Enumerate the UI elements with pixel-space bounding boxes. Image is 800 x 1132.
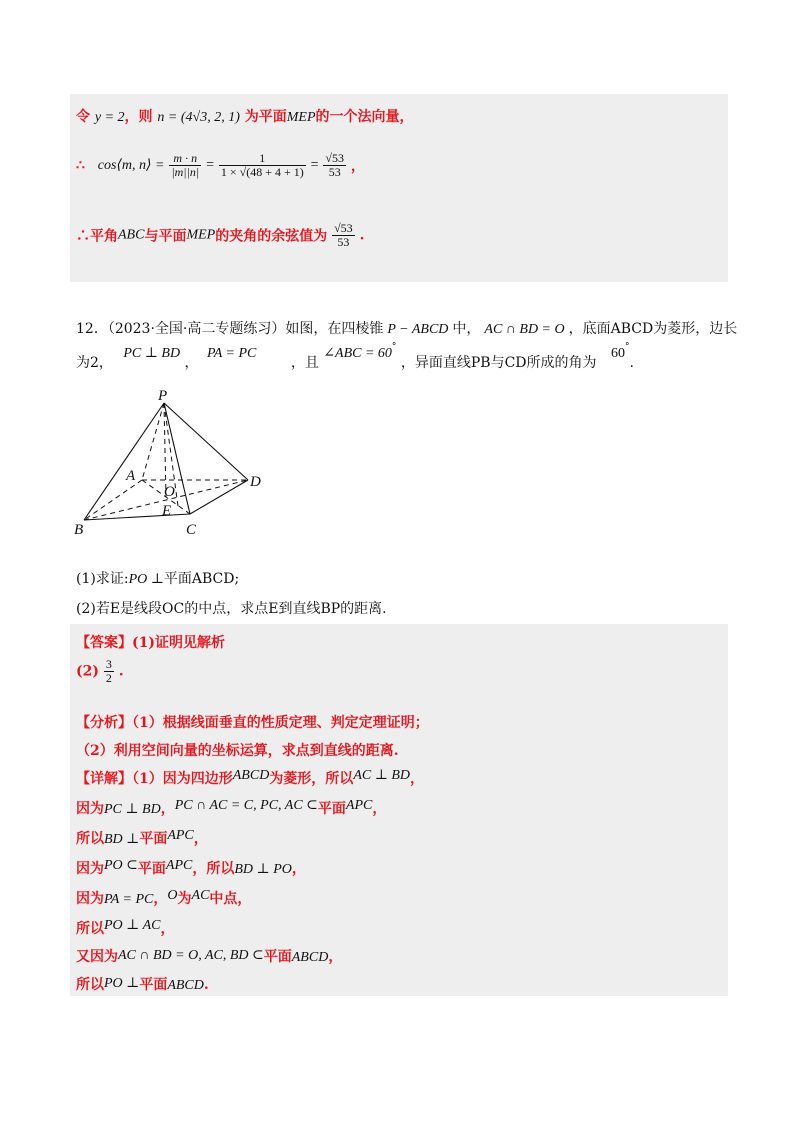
- edge-CD: [190, 480, 248, 514]
- detail-line-8: 所以PO ⊥平面ABCD.: [76, 976, 209, 993]
- fraction-result: $\frac{√53}{53}$: [334, 221, 353, 250]
- sol-line-cosine: ∴ cos⟨m, n⟩ = $\frac{m \cdot n}{|m||n|}$ = $\frac{1}{1 \times √(48 + 4 + 1)}$ = $\frac{√53}{53}$ ，: [76, 151, 365, 180]
- analysis-line-1: 【分析】（1）根据线面垂直的性质定理、判定定理证明；: [76, 715, 429, 731]
- edge-PO: [164, 403, 166, 497]
- label-P: P: [158, 388, 168, 404]
- detail-line-7: 又因为AC ∩ BD = O, AC, BD ⊂平面ABCD，: [76, 948, 343, 965]
- edge-PA: [142, 403, 164, 480]
- question-2: (2)若E是线段OC的中点，求点E到直线BP的距离.: [76, 601, 387, 617]
- detail-line-6: 所以PO ⊥ AC，: [76, 918, 175, 937]
- sol-line-normal-vector: 令 y = 2，则 n = (4√3, 2, 1) 为平面MEP的一个法向量，: [76, 109, 414, 125]
- detail-line-2: 因为PC ⊥ BD，PC ∩ AC = C, PC, AC ⊂平面APC，: [76, 798, 387, 817]
- label-O: O: [164, 484, 175, 500]
- pyramid-figure: [66, 388, 286, 548]
- question-1: (1)求证:PO ⊥平面ABCD;: [76, 571, 240, 587]
- label-A: A: [126, 468, 136, 484]
- sol-line-result: ∴平角ABC与平面MEP的夹角的余弦值为 $\frac{√53}{53}$ .: [76, 221, 365, 250]
- answer-part-2: (2) $\frac{3}{2}$ .: [76, 657, 124, 686]
- fraction-root53: $\frac{√53}{53}$: [325, 151, 344, 180]
- edge-AB: [84, 480, 142, 520]
- problem-line-1: 12．（2023·全国·高二专题练习）如图，在四棱锥 P − ABCD 中， AC ∩ BD = O ，底面ABCD为菱形，边长: [76, 321, 738, 337]
- problem-line-2: 为2， PC ⊥ BD ， PA = PC ，且 ∠ABC = 60° ，异面直线PB与CD所成的角为 60°.: [76, 342, 634, 371]
- label-D: D: [250, 474, 261, 490]
- detail-line-5: 因为PA = PC，O为AC中点，: [76, 888, 252, 907]
- label-E: E: [162, 503, 172, 519]
- label-C: C: [186, 522, 197, 538]
- fraction-three-halves: $\frac{3}{2}$: [105, 657, 112, 686]
- edge-PD: [164, 403, 248, 480]
- edge-BC: [84, 514, 190, 520]
- fraction-m-n: $\frac{m \cdot n}{|m||n|}$: [171, 151, 200, 180]
- detail-line-3: 所以BD ⊥平面APC，: [76, 828, 208, 847]
- detail-line-4: 因为PO ⊂平面APC，所以BD ⊥ PO，: [76, 858, 306, 877]
- edge-PB: [84, 403, 164, 520]
- label-B: B: [74, 522, 84, 538]
- fraction-one-over-root: $\frac{1}{1 \times √(48 + 4 + 1)}$: [220, 151, 304, 180]
- answer-label: 【答案】(1)证明见解析: [76, 635, 225, 651]
- analysis-line-2: （2）利用空间向量的坐标运算，求点到直线的距离.: [76, 743, 399, 759]
- detail-line-1: 【详解】（1）因为四边形ABCD为菱形，所以AC ⊥ BD，: [76, 768, 425, 787]
